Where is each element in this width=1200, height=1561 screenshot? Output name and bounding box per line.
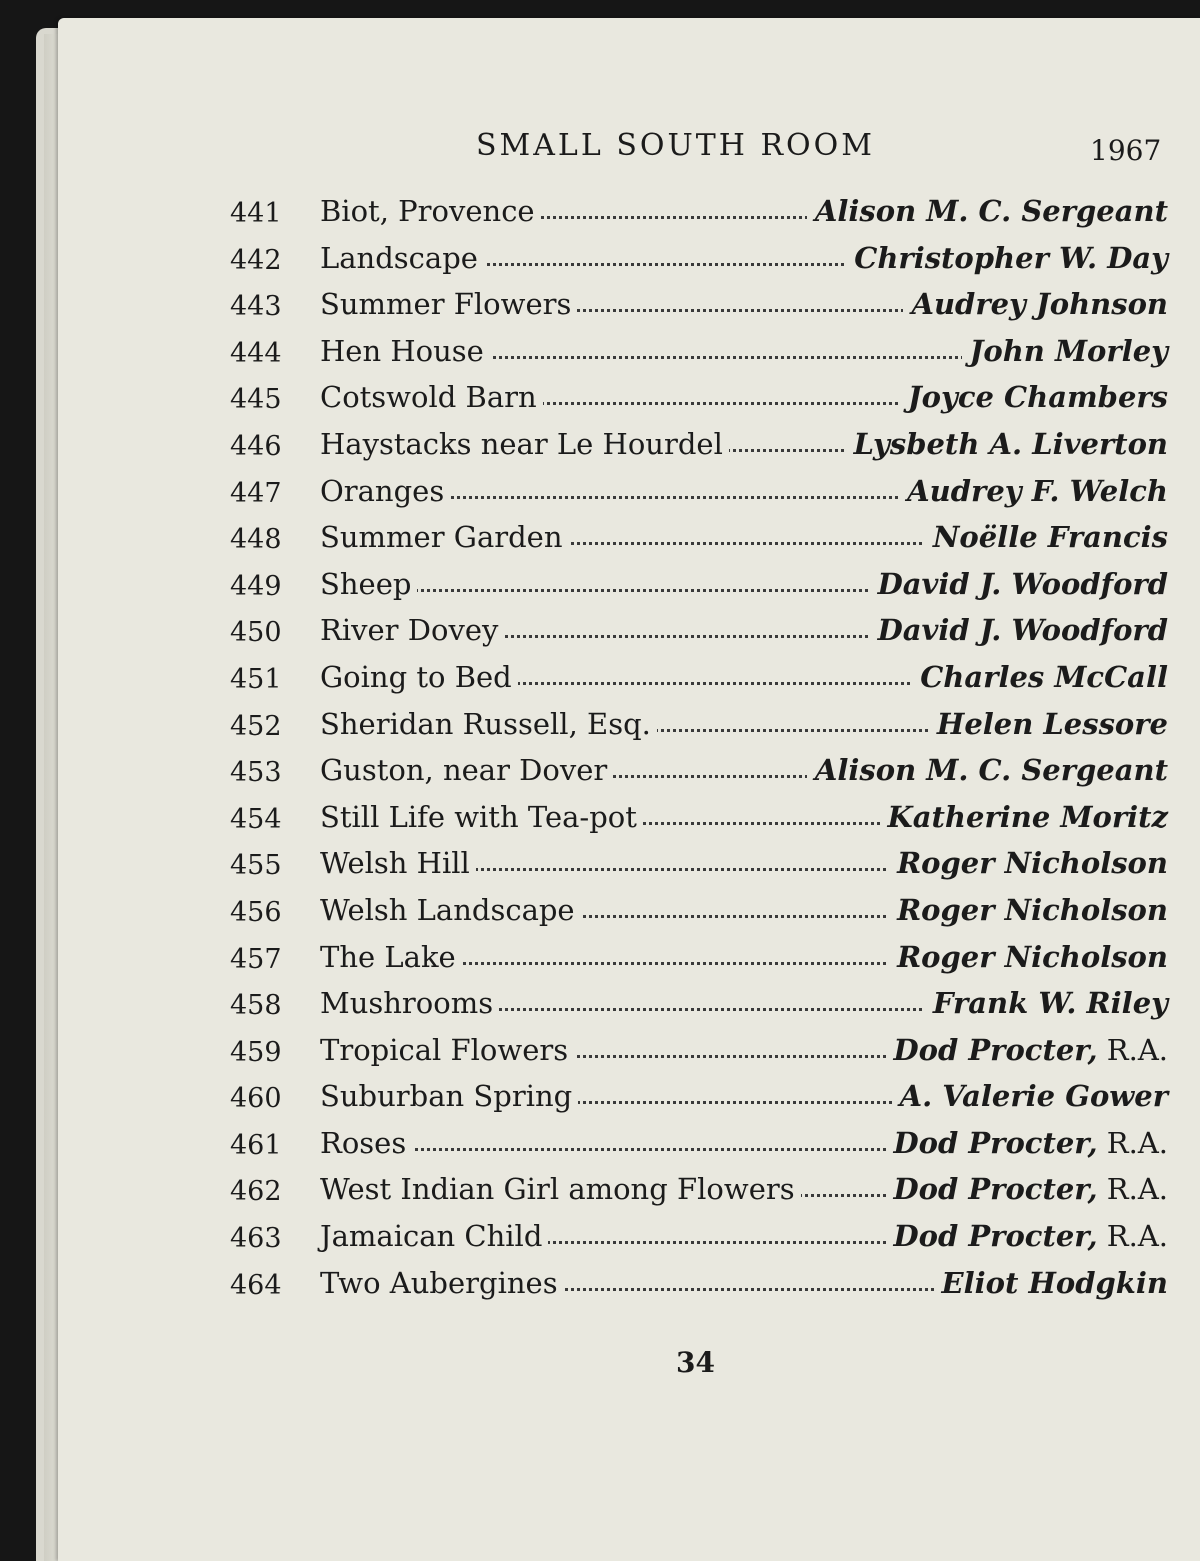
entry-artist — [846, 427, 1168, 461]
entry-title: Haystacks near Le Hourdel — [320, 427, 729, 461]
entry-title: Oranges — [320, 474, 450, 508]
artist-name: Dod Procter, — [893, 1032, 1098, 1067]
entry-artist — [889, 893, 1168, 927]
entry-title: Summer Garden — [320, 520, 569, 554]
entry-number: 450 — [230, 617, 282, 649]
catalogue-entry — [226, 520, 1168, 567]
artist-name: Roger Nicholson — [897, 892, 1168, 927]
entry-number: 443 — [230, 291, 282, 323]
entry-artist — [886, 1033, 1169, 1067]
catalogue-entry — [226, 1126, 1168, 1173]
entry-title: Summer Flowers — [320, 287, 577, 321]
artist-suffix: R.A. — [1097, 1125, 1168, 1160]
catalogue-entry — [226, 474, 1168, 521]
entry-number: 445 — [230, 384, 282, 416]
entry-title: Guston, near Dover — [320, 753, 613, 787]
entry-artist — [870, 613, 1168, 647]
entry-artist — [886, 1219, 1169, 1253]
artist-name: Eliot Hodgkin — [941, 1265, 1168, 1300]
artist-name: Audrey F. Welch — [907, 473, 1168, 508]
entry-title: River Dovey — [320, 613, 504, 647]
entry-number: 462 — [230, 1176, 282, 1208]
entry-number: 453 — [230, 757, 282, 789]
entry-number: 444 — [230, 337, 282, 369]
entry-number: 464 — [230, 1269, 282, 1301]
entry-artist — [892, 1079, 1168, 1113]
catalogue-entry — [226, 1219, 1168, 1266]
entry-number: 448 — [230, 524, 282, 556]
entry-title: Landscape — [320, 241, 484, 275]
catalogue-entry — [226, 334, 1168, 381]
artist-name: John Morley — [969, 333, 1168, 368]
catalogue-entry — [226, 1079, 1168, 1126]
catalogue-entry — [226, 194, 1168, 241]
entry-title: Roses — [320, 1126, 412, 1160]
artist-name: David J. Woodford — [877, 613, 1168, 648]
artist-name: Joyce Chambers — [907, 380, 1168, 415]
catalogue-entry — [226, 707, 1168, 754]
artist-name: Charles McCall — [920, 659, 1168, 694]
entry-artist — [880, 800, 1168, 834]
catalogue-entry — [226, 893, 1168, 940]
entry-artist — [934, 1266, 1168, 1300]
entry-artist — [925, 520, 1168, 554]
artist-name: David J. Woodford — [877, 566, 1168, 601]
room-heading: SMALL SOUTH ROOM — [476, 128, 875, 163]
entry-number: 457 — [230, 943, 282, 975]
entry-artist — [870, 567, 1168, 601]
catalogue-entry — [226, 287, 1168, 334]
entry-artist — [886, 1126, 1169, 1160]
artist-suffix: R.A. — [1097, 1032, 1168, 1067]
artist-name: A. Valerie Gower — [899, 1079, 1168, 1114]
catalogue-entry — [226, 427, 1168, 474]
entry-number: 454 — [230, 803, 282, 835]
artist-suffix: R.A. — [1097, 1172, 1168, 1207]
entry-title: Sheridan Russell, Esq. — [320, 707, 657, 741]
catalogue-entry — [226, 660, 1168, 707]
entry-title: Sheep — [320, 567, 417, 601]
entry-title: Welsh Hill — [320, 846, 476, 880]
entry-artist — [886, 1172, 1169, 1206]
entry-artist — [807, 753, 1168, 787]
catalogue-entry — [226, 986, 1168, 1033]
catalogue-entry — [226, 380, 1168, 427]
catalogue-entry — [226, 567, 1168, 614]
artist-name: Christopher W. Day — [854, 240, 1168, 275]
entry-artist — [846, 241, 1168, 275]
entry-title: Tropical Flowers — [320, 1033, 574, 1067]
page-number: 34 — [676, 1346, 715, 1379]
entry-artist — [889, 940, 1168, 974]
catalogue-entry — [226, 1033, 1168, 1080]
catalogue-entry — [226, 753, 1168, 800]
entry-number: 463 — [230, 1223, 282, 1255]
entry-number: 442 — [230, 244, 282, 276]
entry-number: 461 — [230, 1129, 282, 1161]
entry-number: 460 — [230, 1083, 282, 1115]
artist-name: Roger Nicholson — [897, 846, 1168, 881]
entry-title: Two Aubergines — [320, 1266, 564, 1300]
entry-title: The Lake — [320, 940, 462, 974]
artist-name: Noëlle Francis — [932, 520, 1168, 555]
entry-number: 458 — [230, 990, 282, 1022]
catalogue-entry — [226, 800, 1168, 847]
entry-number: 451 — [230, 663, 282, 695]
entry-artist — [899, 474, 1168, 508]
entry-artist — [912, 660, 1168, 694]
entry-number: 455 — [230, 850, 282, 882]
entry-number: 446 — [230, 430, 282, 462]
artist-name: Alison M. C. Sergeant — [814, 194, 1168, 228]
catalogue-entry — [226, 940, 1168, 987]
entry-number: 447 — [230, 477, 282, 509]
entry-title: Biot, Provence — [320, 194, 541, 228]
entry-number: 449 — [230, 570, 282, 602]
entry-title: West Indian Girl among Flowers — [320, 1172, 801, 1206]
entry-artist — [962, 334, 1168, 368]
entry-title: Welsh Landscape — [320, 893, 581, 927]
entry-title: Suburban Spring — [320, 1079, 578, 1113]
entry-number: 459 — [230, 1036, 282, 1068]
catalogue-entry — [226, 846, 1168, 893]
catalogue-entry — [226, 613, 1168, 660]
entry-title: Still Life with Tea-pot — [320, 800, 643, 834]
artist-name: Dod Procter, — [893, 1219, 1098, 1254]
catalogue-entry — [226, 1266, 1168, 1313]
catalogue-entry — [226, 1172, 1168, 1219]
entry-artist — [925, 986, 1168, 1020]
artist-name: Dod Procter, — [893, 1172, 1098, 1207]
catalogue-list — [226, 194, 1168, 1312]
entry-title: Hen House — [320, 334, 490, 368]
entry-title: Cotswold Barn — [320, 380, 543, 414]
artist-name: Dod Procter, — [893, 1125, 1098, 1160]
entry-number: 441 — [230, 198, 282, 229]
entry-title: Going to Bed — [320, 660, 518, 694]
catalogue-entry — [226, 241, 1168, 288]
entry-artist — [889, 846, 1168, 880]
entry-number: 452 — [230, 710, 282, 742]
entry-artist — [903, 287, 1168, 321]
artist-name: Roger Nicholson — [897, 939, 1168, 974]
artist-name: Alison M. C. Sergeant — [814, 753, 1168, 788]
entry-title: Jamaican Child — [320, 1219, 548, 1253]
entry-title: Mushrooms — [320, 986, 499, 1020]
entry-artist — [807, 194, 1168, 228]
artist-name: Frank W. Riley — [932, 986, 1168, 1021]
artist-name: Audrey Johnson — [911, 287, 1168, 322]
entry-artist — [929, 707, 1168, 741]
artist-suffix: R.A. — [1097, 1219, 1168, 1254]
entry-artist — [900, 380, 1168, 414]
artist-name: Helen Lessore — [936, 706, 1168, 741]
entry-number: 456 — [230, 896, 282, 928]
artist-name: Katherine Moritz — [887, 799, 1168, 834]
year: 1967 — [1090, 134, 1162, 167]
artist-name: Lysbeth A. Liverton — [853, 426, 1168, 461]
